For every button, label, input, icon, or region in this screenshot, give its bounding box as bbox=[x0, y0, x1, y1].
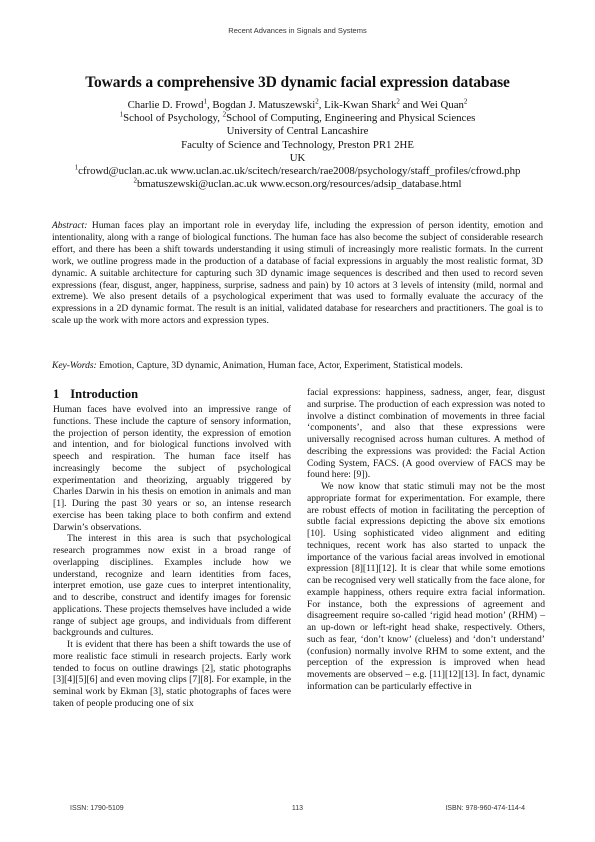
running-header: Recent Advances in Signals and Systems bbox=[228, 26, 367, 35]
section-title: Introduction bbox=[70, 387, 139, 401]
author-2: , Bogdan J. Matuszewski bbox=[206, 99, 316, 111]
affiliation-schools: $^1$School of Psychology, $^2$School of Computing, Engineering and Physical Sciences bbox=[119, 110, 476, 125]
keywords bbox=[52, 361, 552, 373]
author-list: Charlie D. Frowd$^1$, Bogdan J. Matuszewski$^2$, Lik-Kwan Shark$^2$ and Wei Quan$^2$ bbox=[127, 97, 468, 111]
right-column bbox=[307, 387, 545, 693]
keywords-text: Emotion, Capture, 3D dynamic, Animation, Human face, Actor, Experiment, Statistical models. bbox=[96, 361, 463, 371]
footer-page-number: 113 bbox=[291, 805, 304, 812]
section-heading bbox=[53, 387, 291, 401]
paragraph: facial expressions: happiness, sadness, anger, fear, disgust and surprise. The production of each expression was noted to involve a distinct combination of movements in three facial ‘components’, and also that these expressions were universally recognised across human cultures. A method of describing the expressions was provided: the Facial Action Coding System, FACS. (A good overview of FACS may be found here: [9]). bbox=[307, 387, 545, 481]
paragraph: We now know that static stimuli may not be the most appropriate format for experimentation. For example, there are robust effects of motion in facilitating the perception of subtle facial expressions depicting the above six emotions [10]. Using sophisticated video alignment and editing techniques, recent work has also started to unpack the importance of the various facial areas involved in emotional expression [8][11][12]. It is clear that while some emotions can be recognised very well statically from the face alone, for example happiness, others require extra facial information. For instance, both the expressions of agreement and disagreement require so-called ‘rigid head motion’ (RHM) – an up-down or left-right head shake, respectively. Others, such as fear, ‘don’t know’ (clueless) and ‘don’t understand’ (confusion) normally involve RHM to some extent, and the perception of the expression is improved when head movements are observed – e.g. [11][12][13]. In fact, dynamic information can be particularly effective in bbox=[307, 481, 545, 692]
keywords-label: Key-Words: bbox=[52, 361, 97, 371]
author-1: Charlie D. Frowd bbox=[127, 99, 204, 111]
paragraph: Human faces have evolved into an impressive range of functions. These include the capture of sensory information, the projection of person identity, the expression of emotion and intention, and for biological functions involved with speech and respiration. The human face itself has increasingly become the subject of psychological experimentation and theorizing, arguably triggered by Charles Darwin in his thesis on emotion in animals and man [1]. During the past 30 years or so, an intense research exercise has been taking place to both confirm and extend Darwin’s observations. bbox=[53, 404, 291, 533]
affiliation-country: UK bbox=[289, 151, 306, 164]
section-number: 1 bbox=[53, 387, 60, 401]
paper-title: Towards a comprehensive 3D dynamic facial expression database bbox=[85, 74, 510, 91]
contact-line-2: $^2$bmatuszewski@uclan.ac.uk www.ecson.org/resources/adsip_database.html bbox=[133, 176, 462, 191]
footer-isbn: ISBN: 978-960-474-114-4 bbox=[445, 805, 525, 812]
author-4: and Wei Quan bbox=[399, 99, 464, 111]
paragraph: It is evident that there has been a shift towards the use of more realistic face stimuli in research projects. Early work tended to focus on outline drawings [2], static photographs [3][4][5][6] and even moving clips [7][8]. For example, in the seminal work by Ekman [3], static photographs of faces were taken of people producing one of six bbox=[53, 639, 291, 709]
author-3: , Lik-Kwan Shark bbox=[318, 99, 397, 111]
left-column bbox=[53, 387, 291, 710]
paragraph: The interest in this area is such that psychological research programmes now exist in a broad range of overlapping disciplines. Examples include how we understand, recognize and learn identities from faces, interpret emotion, use gaze cues to interpret intentionality, and to describe, construct and identify images for forensic applications. These projects themselves have included a wide range of subject age groups, and individuals from different backgrounds and cultures. bbox=[53, 533, 291, 639]
contact-line-1: $^1$cfrowd@uclan.ac.uk www.uclan.ac.uk/scitech/research/rae2008/psychology/staff_profiles/cfrowd.php bbox=[74, 163, 521, 178]
affiliation-faculty: Faculty of Science and Technology, Preston PR1 2HE bbox=[181, 138, 414, 151]
abstract-text: Human faces play an important role in everyday life, including the expression of person identity, emotion and intentionality, along with a range of biological functions. The human face has also become the subject of considerable research effort, and there has been a shift towards understanding it using stimuli of increasingly more realistic formats. In the current work, we outline progress made in the production of a database of facial expressions in arguably the most realistic format, 3D dynamic. A suitable architecture for capturing such 3D dynamic image sequences is described and then used to record seven expressions (fear, disgust, anger, happiness, surprise, sadness and pain) by 10 actors at 3 levels of intensity (mild, normal and extreme). We also present details of a psychological experiment that was used to formally evaluate the accuracy of the expressions in a 2D dynamic format. The result is an initial, validated database for researchers and practitioners. The goal is to scale up the work with more actors and expression types. bbox=[52, 221, 543, 327]
abstract-label: Abstract: bbox=[52, 221, 88, 231]
affiliation-university: University of Central Lancashire bbox=[226, 125, 369, 138]
abstract bbox=[52, 221, 543, 328]
footer-issn: ISSN: 1790-5109 bbox=[70, 805, 124, 812]
front-matter bbox=[30, 99, 565, 191]
